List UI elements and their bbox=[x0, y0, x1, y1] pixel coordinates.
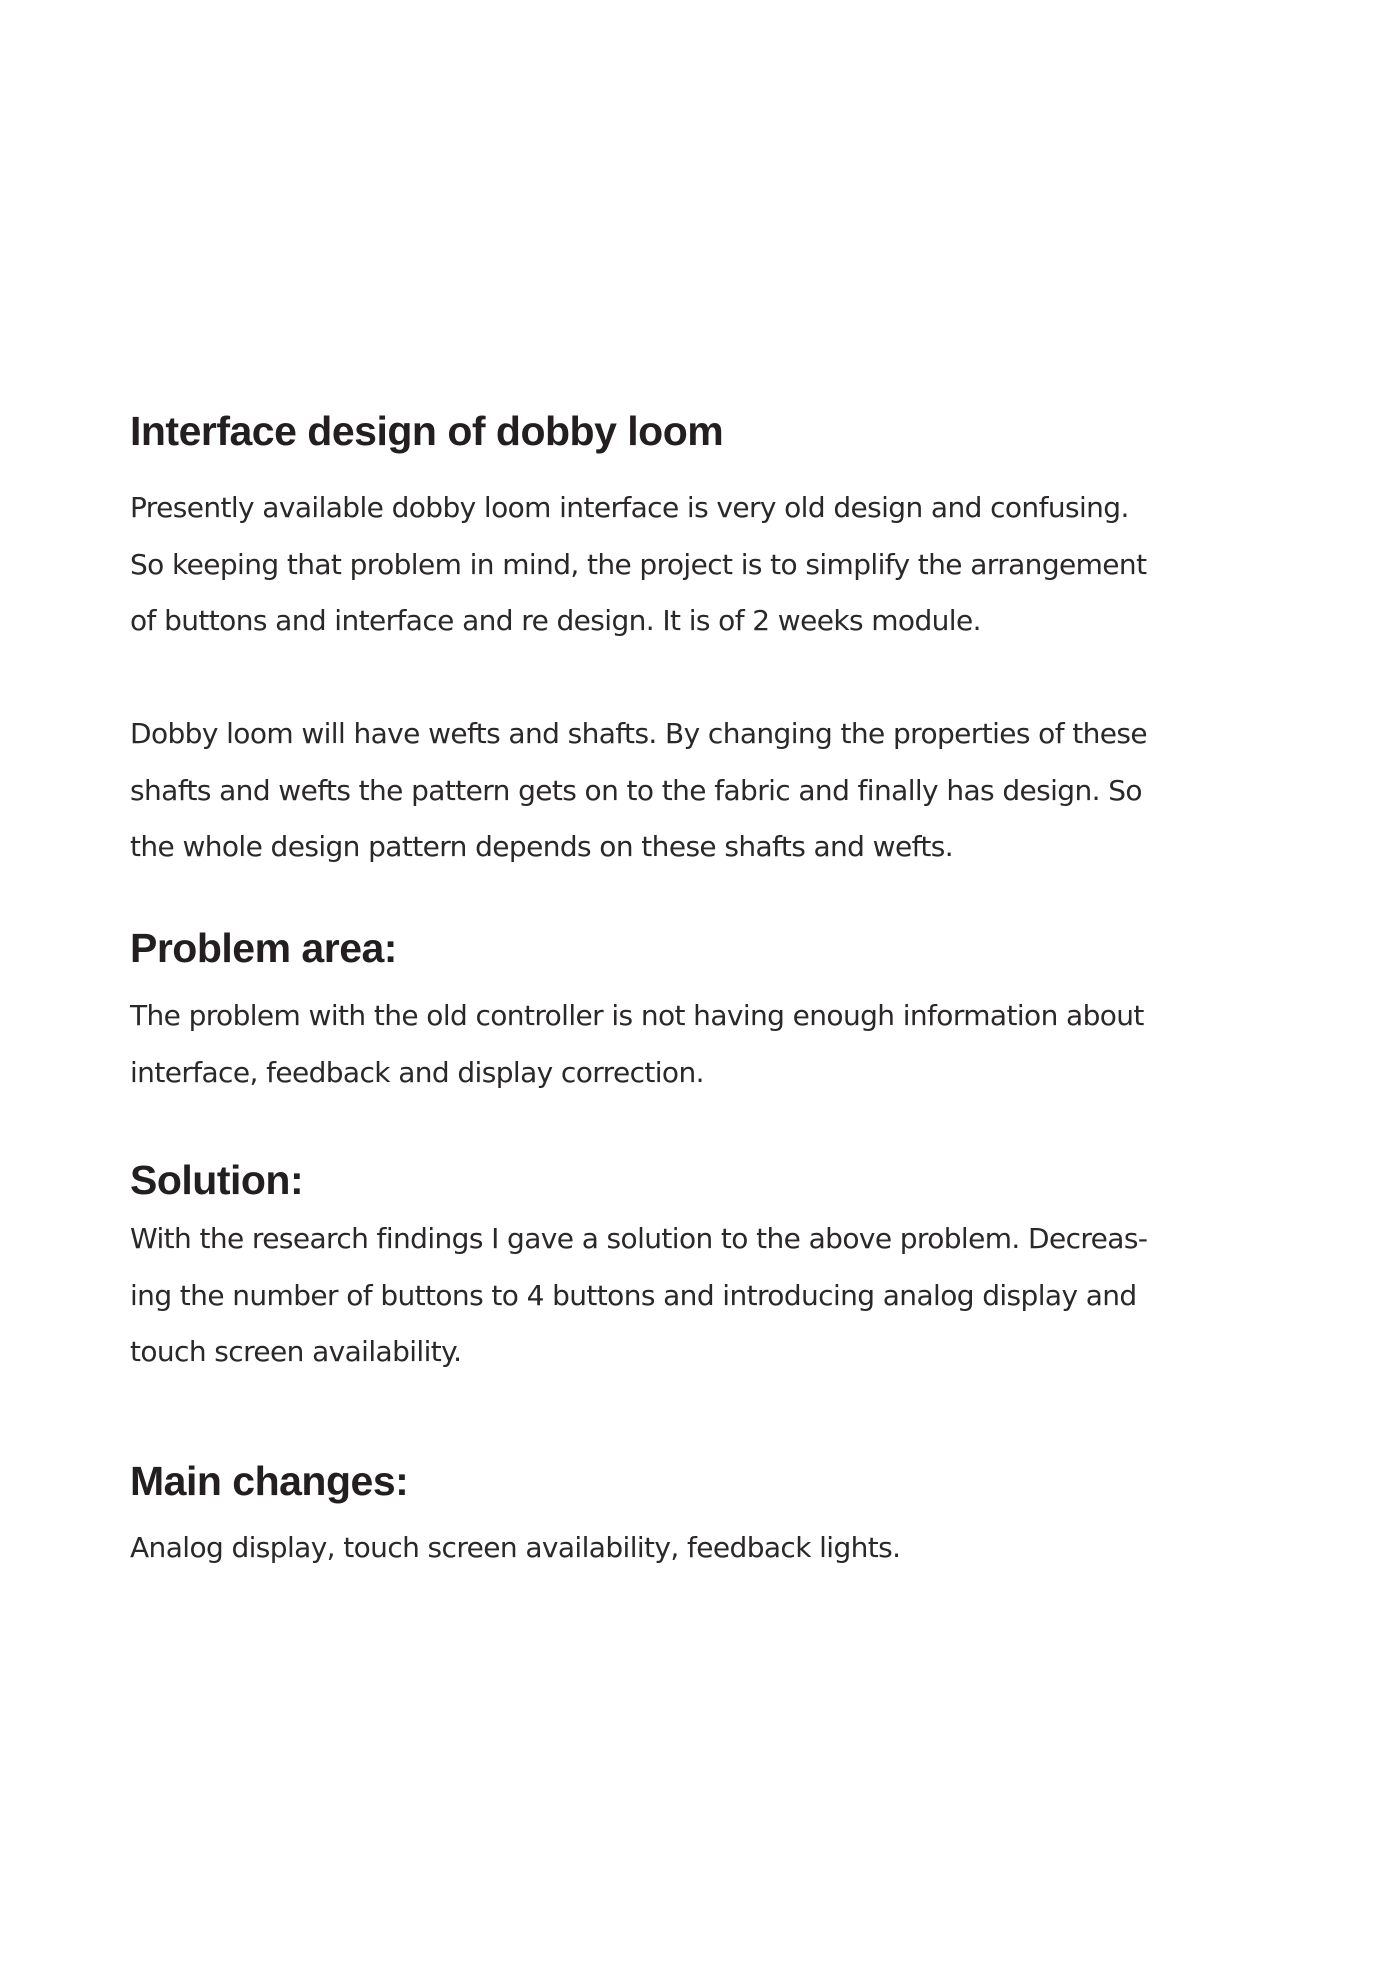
dobby-loom-paragraph bbox=[130, 706, 1147, 876]
paragraph-line: shafts and wefts the pattern gets on to the fabric and finally has design. So bbox=[130, 773, 1142, 807]
page-title: Interface design of dobby loom bbox=[130, 408, 724, 454]
paragraph-line: of buttons and interface and re design. It is of 2 weeks module. bbox=[130, 604, 981, 637]
paragraph-line: the whole design pattern depends on these shafts and wefts. bbox=[130, 830, 954, 863]
paragraph-line: So keeping that problem in mind, the project is to simplify the arrangement bbox=[130, 547, 1147, 581]
solution-paragraph bbox=[130, 1211, 1147, 1381]
problem-area-heading: Problem area: bbox=[130, 925, 397, 971]
paragraph-line: touch screen availability. bbox=[130, 1335, 462, 1368]
paragraph-line: interface, feedback and display correction. bbox=[130, 1055, 704, 1089]
paragraph-line: Analog display, touch screen availability, feedback lights. bbox=[130, 1531, 901, 1564]
paragraph-line: The problem with the old controller is not having enough information about bbox=[130, 999, 1144, 1032]
paragraph-line: Presently available dobby loom interface is very old design and confusing. bbox=[130, 491, 1129, 524]
solution-heading: Solution: bbox=[130, 1157, 304, 1203]
paragraph-line: ing the number of buttons to 4 buttons and introducing analog display and bbox=[130, 1278, 1137, 1312]
paragraph-line: Dobby loom will have wefts and shafts. By changing the properties of these bbox=[130, 717, 1148, 750]
main-changes-heading: Main changes: bbox=[130, 1458, 409, 1504]
intro-paragraph bbox=[130, 480, 1146, 650]
problem-area-paragraph bbox=[130, 988, 1144, 1101]
paragraph-line: With the research findings I gave a solution to the above problem. Decreas- bbox=[130, 1222, 1148, 1255]
main-changes-paragraph bbox=[130, 1520, 900, 1577]
